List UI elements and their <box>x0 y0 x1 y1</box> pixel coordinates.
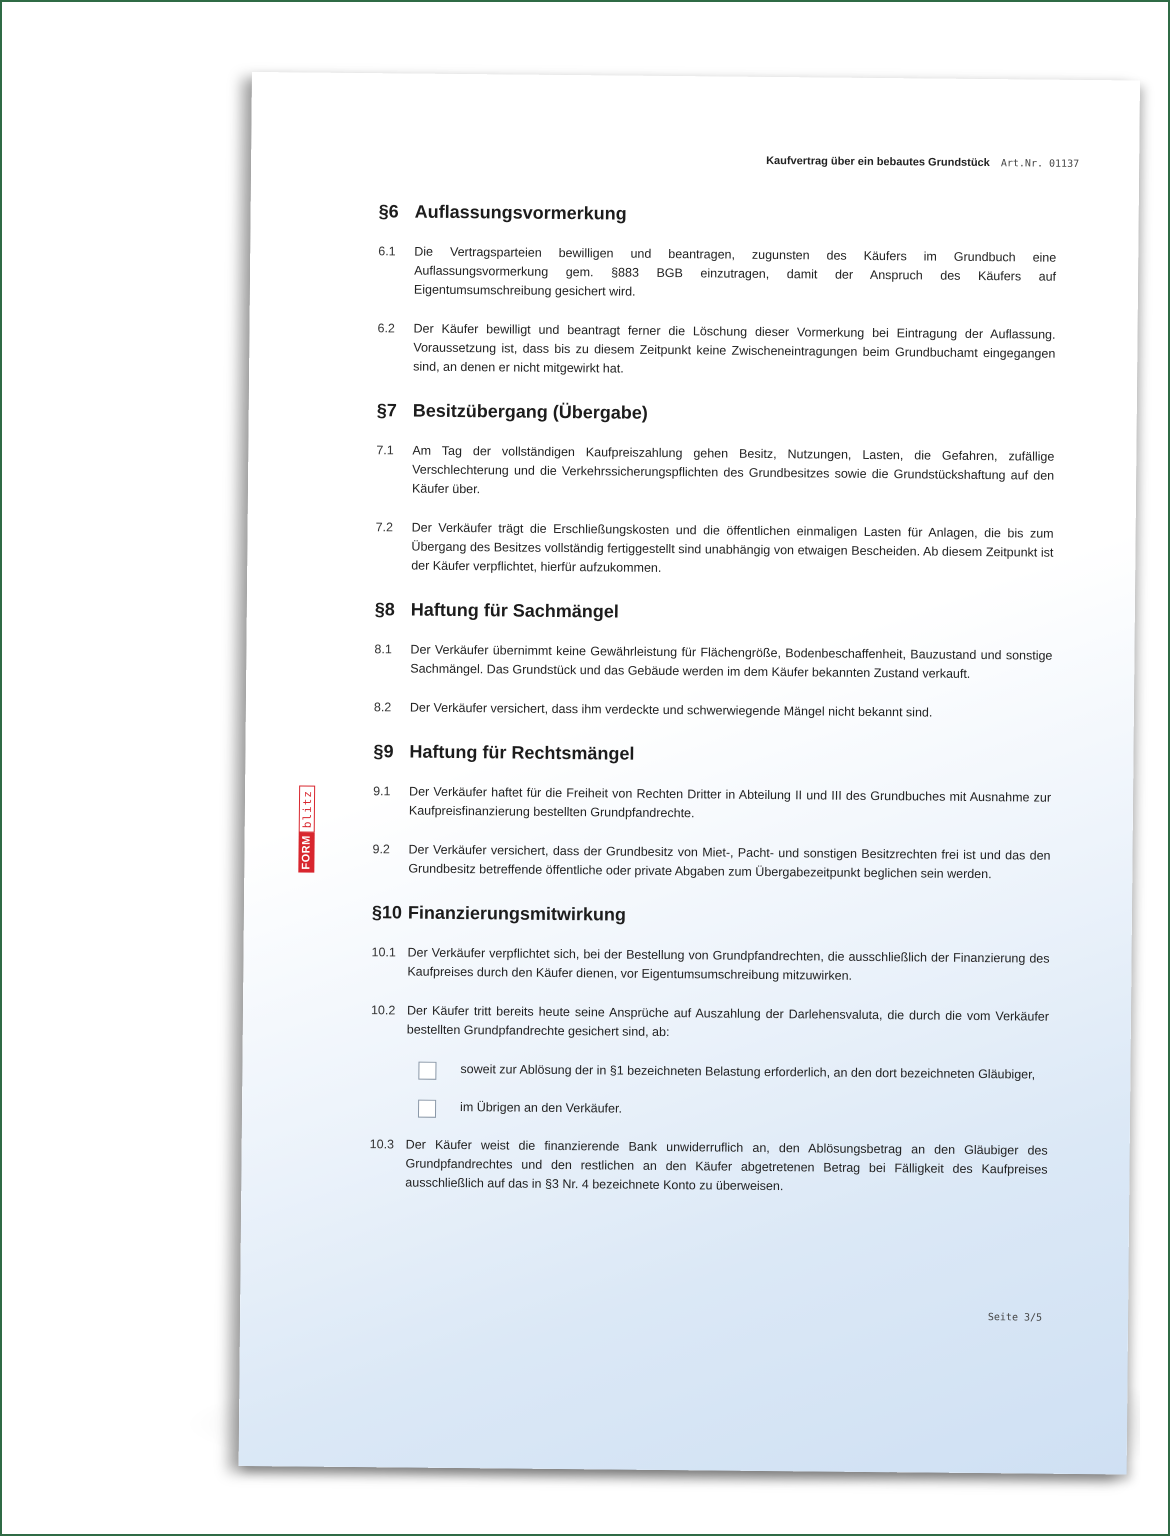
clause-text: Der Käufer tritt bereits heute seine Ansprüche auf Auszahlung der Darlehensvaluta, die durch die vom Verkäufer bestellten Grundpfandrechte gesichert sind, ab: <box>406 1003 1050 1040</box>
option-text: im Übrigen an den Verkäufer. <box>460 1100 623 1116</box>
section <box>369 902 1050 1198</box>
clause-text: Die Vertragsparteien bewilligen und beantragen, zugunsten des Käufers im Grundbuch eine Auflassungsvormerkung gem. §883 BGB einzutragen, damit der Anspruch des Käufers auf Eigentumsumschreibung gesichert wird. <box>413 244 1057 299</box>
document-title: Kaufvertrag über ein bebautes Grundstück <box>766 154 990 170</box>
clause <box>371 1001 1049 1046</box>
clause-number: 10.1 <box>371 945 396 960</box>
logo-form: FORM <box>298 832 314 873</box>
clause-text: Der Käufer bewilligt und beantragt ferner die Löschung dieser Vormerkung bei Eintragung der Auflassung. Voraussetzung ist, dass bis zu diesem Zeitpunkt keine Zwischeneintragungen beim Grundbuchamt eingegangen sind, an denen er nicht mitgewirkt hat. <box>413 321 1056 376</box>
section-title: Finanzierungsmitwirkung <box>407 902 627 925</box>
article-number: Art.Nr. 01137 <box>1000 158 1080 170</box>
clause-number: 6.2 <box>377 321 396 336</box>
checkbox-option <box>418 1060 1048 1086</box>
clause-text: Der Käufer weist die finanzierende Bank unwiderruflich an, den Ablösungsbetrag an den Gläubiger des Grundpfandrechtes und den restlichen an den Käufer abgetretenen Betrag bei Fälligkeit des Kaufpreises ausschließlich auf das in §3 Nr. 4 bezeichnete Konto zu überweisen. <box>405 1137 1048 1194</box>
clause-text: Der Verkäufer übernimmt keine Gewährleistung für Flächengröße, Bodenbeschaffenheit, Bauzustand und sonstige Sachmängel. Das Grundstück und das Gebäude werden im dem Käufer bekannten Zustand verkauft. <box>410 642 1053 681</box>
clause <box>376 441 1055 505</box>
clause-number: 10.2 <box>370 1003 396 1018</box>
clause-number: 8.2 <box>373 700 392 715</box>
clause <box>375 518 1054 582</box>
section-heading <box>372 902 1050 930</box>
clause-text: Der Verkäufer versichert, dass ihm verdeckte und schwerwiegende Mängel nicht bekannt sind. <box>409 700 933 720</box>
section-number: §6 <box>378 201 399 222</box>
formblitz-logo <box>298 764 315 872</box>
clause <box>371 943 1049 988</box>
clause-number: 7.1 <box>376 443 394 458</box>
section-heading <box>373 741 1051 769</box>
section <box>372 741 1051 885</box>
clause <box>374 640 1052 685</box>
section-heading <box>375 599 1053 627</box>
section-number: §10 <box>371 902 403 923</box>
section-title: Besitzübergang (Übergabe) <box>412 400 648 423</box>
clause <box>374 698 1052 724</box>
checkbox[interactable] <box>418 1100 436 1118</box>
clause <box>369 1135 1048 1199</box>
clause-text: Am Tag der vollständigen Kaufpreiszahlung gehen Besitz, Nutzungen, Lasten, die Gefahren, zufällige Verschlechterung und die Verkehrssicherungspflichten des Grundbesitzes sowie die Grundstückshaftung auf den Käufer über. <box>411 443 1055 497</box>
clause-number: 9.1 <box>373 784 391 799</box>
option-text: soweit zur Ablösung der in §1 bezeichneten Belastung erforderlich, an den dort bezeichneten Gläubiger, <box>460 1062 1036 1082</box>
section-heading <box>379 201 1057 229</box>
clause-number: 9.2 <box>372 842 391 857</box>
clause-text: Der Verkäufer trägt die Erschließungskosten und die öffentlichen einmaligen Lasten für Anlagen, die bis zum Übergang des Besitzes vollständig fertiggestellt sind unabhängig von etwaigen Bescheiden. Ab diesem Zeitpunkt ist der Käufer verpflichtet, hierfür aufzukommen. <box>411 520 1054 575</box>
clause <box>377 319 1056 383</box>
clause-number: 8.1 <box>374 642 392 657</box>
document-header <box>766 155 1079 170</box>
clause <box>373 782 1051 827</box>
clause-text: Der Verkäufer versichert, dass der Grundbesitz von Miet-, Pacht- und sonstigen Besitzrechten frei ist und das den Grundbesitz betreffende öffentliche oder private Abgaben zum Übergabezeitpunkt beglichen sein werden. <box>408 842 1051 882</box>
clause-number: 10.3 <box>369 1137 395 1152</box>
document-page <box>239 72 1140 1474</box>
section-title: Auflassungsvormerkung <box>414 201 627 224</box>
section-number: §8 <box>374 599 395 620</box>
section <box>374 599 1053 724</box>
page-number: Seite 3/5 <box>987 1312 1043 1324</box>
section-heading <box>377 400 1055 428</box>
clause-number: 6.1 <box>378 244 396 259</box>
section-title: Haftung für Sachmängel <box>410 599 619 622</box>
document-body <box>369 201 1057 1222</box>
checkbox-option <box>418 1098 1048 1124</box>
section-number: §7 <box>376 400 397 421</box>
clause <box>372 840 1050 885</box>
clause-text: Der Verkäufer haftet für die Freiheit von Rechten Dritter in Abteilung II und III des Grundbuches mit Ausnahme zur Kaufpreisfinanzierung bestellten Grundpfandrechte. <box>408 784 1052 821</box>
section-number: §9 <box>373 741 394 762</box>
section-title: Haftung für Rechtsmängel <box>409 741 635 764</box>
clause-number: 7.2 <box>375 520 394 535</box>
section <box>375 400 1055 582</box>
clause-text: Der Verkäufer verpflichtet sich, bei der Bestellung von Grundpfandrechten, die ausschließlich der Finanzierung des Kaufpreises durch den Käufer dienen, vor Eigentumsumschreibung mitzuwirken. <box>407 945 1050 983</box>
section <box>377 201 1057 383</box>
clause <box>378 242 1057 306</box>
logo-blitz: blitz <box>299 786 315 832</box>
checkbox[interactable] <box>418 1062 436 1080</box>
